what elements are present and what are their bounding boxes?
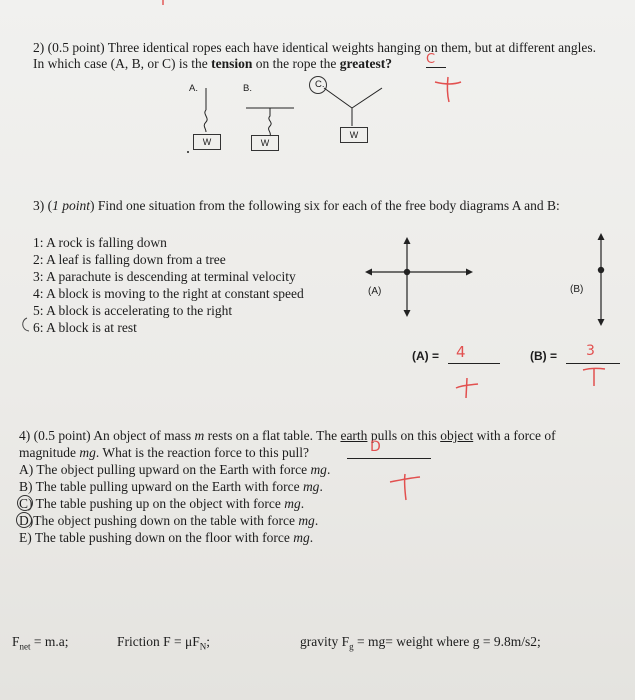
q2-grading-mark xyxy=(433,76,463,104)
fbd-b-label: (B) xyxy=(570,284,584,295)
formula-fnet: $F_{net} = m.a$; xyxy=(12,634,69,652)
weight-c: W xyxy=(340,127,368,143)
formula-friction: Friction $F = \mu F_N$; xyxy=(117,634,211,652)
weight-b: W xyxy=(251,135,279,151)
option-d: D)The object pushing down on the table with force mg. xyxy=(19,513,319,528)
answer-b-value: 3 xyxy=(586,343,595,359)
answer-a-value: 4 xyxy=(456,343,466,361)
case-a-label: A. xyxy=(189,83,198,94)
q4-options xyxy=(19,461,330,546)
q4-grading-mark xyxy=(388,472,422,502)
fbd-b xyxy=(591,230,611,330)
q4-answer: D xyxy=(370,439,381,455)
situation-item: 6: A block is at rest xyxy=(33,320,137,335)
case-c-label: C. xyxy=(315,79,325,90)
q2-line-2: In which case (A, B, or C) is the tension on the rope the greatest? xyxy=(33,56,392,71)
q3-situation-list xyxy=(33,234,304,336)
option-e: E) The table pushing down on the floor with force mg. xyxy=(19,530,314,545)
fbd-a xyxy=(350,236,470,326)
q4-answer-line xyxy=(347,458,431,459)
q2-answer: C xyxy=(426,52,446,68)
q3-prompt: 3) (1 point) Find one situation from the following six for each of the free body diagrams A and B: xyxy=(33,198,560,213)
case-b-label: B. xyxy=(243,83,252,94)
option-b: B) The table pulling upward on the Earth with force mg. xyxy=(19,479,323,494)
situation-item: 5: A block is accelerating to the right xyxy=(33,303,233,318)
q2-line-1: 2) (0.5 point) Three identical ropes each have identical weights hanging on them, but at different angles. xyxy=(33,40,596,55)
situation-item: 2: A leaf is falling down from a tree xyxy=(33,252,226,267)
situation-item: 1: A rock is falling down xyxy=(33,235,167,250)
answer-a-line xyxy=(448,363,500,364)
case-b-diagram xyxy=(240,100,300,160)
situation-item: 3: A parachute is descending at terminal velocity xyxy=(33,269,296,284)
q4-line-1: 4) (0.5 point) An object of mass m rests on a flat table. The earth pulls on this object with a force of xyxy=(19,428,556,443)
fbd-a-label: (A) xyxy=(368,286,382,297)
answer-b-grading-mark xyxy=(580,364,610,388)
formula-gravity: gravity $F_g = mg=$ weight where g = 9.8m/s2; xyxy=(300,634,541,652)
situation-item: 4: A block is moving to the right at constant speed xyxy=(33,286,304,301)
option-a: A) The object pulling upward on the Earth with force mg. xyxy=(19,462,331,477)
top-ink-mark xyxy=(158,0,168,8)
answer-a-label: (A) = xyxy=(412,349,439,363)
situation-6-circle xyxy=(19,316,39,334)
option-c: C) The table pushing up on the object with force mg. xyxy=(19,496,305,511)
q4-line-2: magnitude mg. What is the reaction force to this pull? xyxy=(19,445,309,460)
option-c-circle xyxy=(16,494,34,512)
answer-b-label: (B) = xyxy=(530,349,557,363)
option-d-circle xyxy=(15,511,33,529)
answer-a-grading-mark xyxy=(452,376,482,400)
weight-a: W xyxy=(193,134,221,150)
